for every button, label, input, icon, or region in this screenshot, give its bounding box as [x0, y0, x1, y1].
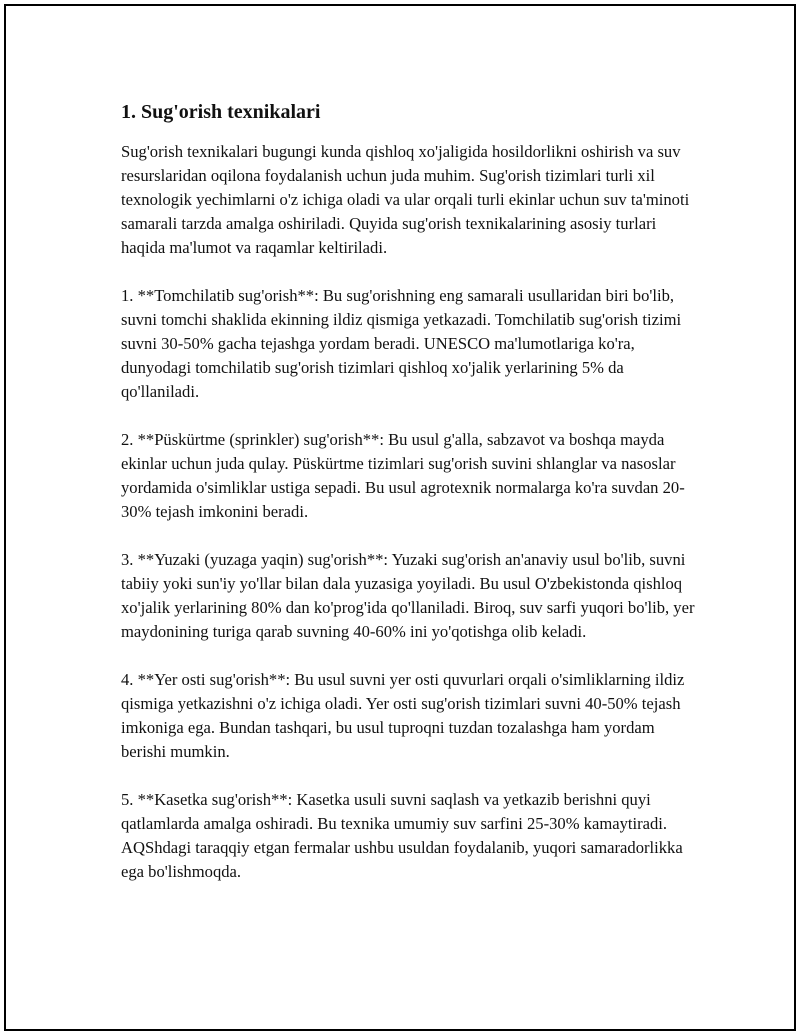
item-subsurface-irrigation: 4. **Yer osti sug'orish**: Bu usul suvni yer osti quvurlari orqali o'simliklarning ildiz qismiga yetkazishni o'z ichiga oladi. Yer osti sug'orish tizimlari suvni 40-50% tejash imkoniga ega. Bundan tashqari, bu usul tuproqni tuzdan tozalashga ham yordam berishi mumkin.	[121, 670, 685, 761]
section-heading: 1. Sug'orish texnikalari	[121, 101, 321, 123]
intro-paragraph: Sug'orish texnikalari bugungi kunda qishloq xo'jaligida hosildorlikni oshirish va suv resurslaridan oqilona foydalanish uchun juda muhim. Sug'orish tizimlari turli xil texnologik yechimlarni o'z ichiga oladi va ular orqali turli ekinlar uchun suv ta'minoti samarali tarzda amalga oshiriladi. Quyida sug'orish texnikalarining asosiy turlari haqida ma'lumot va raqamlar keltiriladi.	[121, 142, 690, 257]
item-cassette-irrigation: 5. **Kasetka sug'orish**: Kasetka usuli suvni saqlash va yetkazib berishni quyi qatlamlarda amalga oshiradi. Bu texnika umumiy suv sarfini 25-30% kamaytiradi. AQShdagi taraqqiy etgan fermalar ushbu usuldan foydalanib, yuqori samaradorlikka ega bo'lishmoqda.	[121, 790, 683, 881]
page-frame	[4, 4, 796, 1031]
item-drip-irrigation: 1. **Tomchilatib sug'orish**: Bu sug'orishning eng samarali usullaridan biri bo'lib, suvni tomchi shaklida ekinning ildiz qismiga yetkazadi. Tomchilatib sug'orish tizimi suvni 30-50% gacha tejashga yordam beradi. UNESCO ma'lumotlariga ko'ra, dunyodagi tomchilatib sug'orish tizimlari qishloq xo'jalik yerlarining 5% da qo'llaniladi.	[121, 286, 682, 401]
item-surface-irrigation: 3. **Yuzaki (yuzaga yaqin) sug'orish**: Yuzaki sug'orish an'anaviy usul bo'lib, suvni tabiiy yoki sun'iy yo'llar bilan dala yuzasiga yoyiladi. Bu usul O'zbekistonda qishloq xo'jalik yerlarining 80% dan ko'prog'ida qo'llaniladi. Biroq, suv sarfi yuqori bo'lib, yer maydonining turiga qarab suvning 40-60% ini yo'qotishga olib keladi.	[121, 550, 695, 641]
item-sprinkler-irrigation: 2. **Püskürtme (sprinkler) sug'orish**: Bu usul g'alla, sabzavot va boshqa mayda ekinlar uchun juda qulay. Püskürtme tizimlari sug'orish suvini shlanglar va nasoslar yordamida o'simliklar ustiga sepadi. Bu usul agrotexnik normalarga ko'ra suvdan 20-30% tejash imkonini beradi.	[121, 430, 685, 521]
document-body	[121, 98, 701, 908]
